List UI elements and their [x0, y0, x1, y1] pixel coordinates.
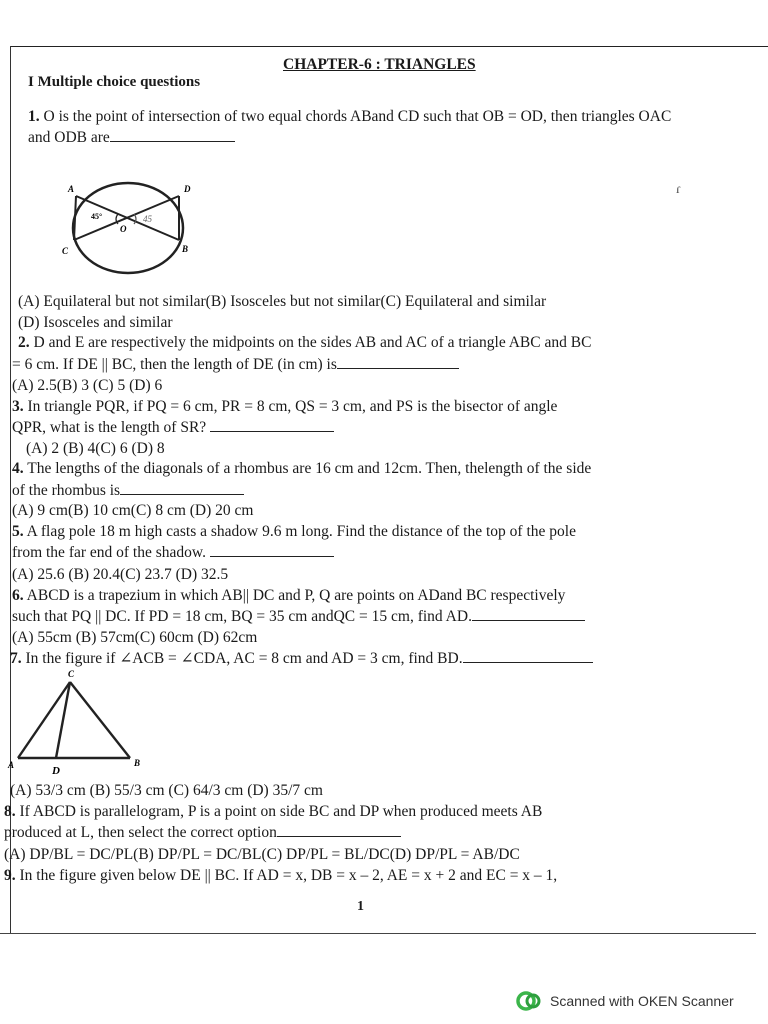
- answer-blank: [120, 482, 244, 495]
- question-3-line-1: [12, 398, 557, 416]
- circle-chords-figure: [58, 178, 203, 278]
- answer-blank: [210, 544, 334, 557]
- question-2-text-2: = 6 cm. If DE || BC, then the length of DE (in cm) is: [12, 356, 337, 373]
- angle-label-45: 45°: [91, 212, 103, 221]
- question-3-number: 3.: [12, 398, 24, 415]
- question-9-number: 9.: [4, 867, 16, 884]
- page-number: 1: [357, 899, 364, 914]
- question-8-number: 8.: [4, 803, 16, 820]
- label-o: O: [120, 224, 127, 234]
- question-7-line-1: [10, 650, 593, 668]
- label-a: A: [8, 760, 15, 770]
- question-9-line-1: [4, 867, 557, 885]
- watermark-text: Scanned with OKEN Scanner: [550, 993, 734, 1009]
- question-3-line-2: [12, 419, 334, 437]
- question-2-options: (A) 2.5(B) 3 (C) 5 (D) 6: [12, 377, 163, 394]
- question-5-options: (A) 25.6 (B) 20.4(C) 23.7 (D) 32.5: [12, 566, 229, 583]
- question-4-line-2: [12, 482, 244, 500]
- question-8-options: (A) DP/BL = DC/PL(B) DP/PL = DC/BL(C) DP/PL = BL/DC(D) DP/PL = AB/DC: [4, 846, 520, 863]
- question-4-text: The lengths of the diagonals of a rhombus are 16 cm and 12cm. Then, thelength of the side: [27, 460, 592, 477]
- answer-blank: [277, 824, 401, 837]
- angle-label-handwritten: 45: [143, 214, 152, 224]
- question-4-number: 4.: [12, 460, 24, 477]
- side-cb: [70, 682, 130, 758]
- question-2-line-2: [12, 356, 459, 374]
- question-8-text-2: produced at L, then select the correct option: [4, 824, 277, 841]
- question-5-line-2: [12, 544, 334, 562]
- question-2-number: 2.: [18, 334, 30, 351]
- triangle-figure: [4, 668, 174, 780]
- question-6-text: ABCD is a trapezium in which AB|| DC and P, Q are points on ADand BC respectively: [26, 587, 566, 604]
- question-1-line-2: [28, 129, 235, 147]
- answer-blank: [210, 419, 334, 432]
- circle-outline: [73, 183, 183, 273]
- question-3-text-2: QPR, what is the length of SR?: [12, 419, 207, 436]
- answer-blank: [337, 356, 459, 369]
- question-5-number: 5.: [12, 523, 24, 540]
- label-c: C: [68, 669, 75, 679]
- question-3-text: In triangle PQR, if PQ = 6 cm, PR = 8 cm, QS = 3 cm, and PS is the bisector of angle: [27, 398, 558, 415]
- question-4-text-2: of the rhombus is: [12, 482, 121, 499]
- label-a: A: [68, 184, 75, 194]
- question-6-options: (A) 55cm (B) 57cm(C) 60cm (D) 62cm: [12, 629, 258, 646]
- question-1-line-1: [28, 108, 671, 126]
- page-border-bottom: [0, 933, 756, 934]
- question-8-line-2: [4, 824, 401, 842]
- stray-pen-mark: ɾ: [676, 182, 681, 197]
- question-5-text: A flag pole 18 m high casts a shadow 9.6 m long. Find the distance of the top of the pole: [26, 523, 576, 540]
- label-d: D: [184, 184, 191, 194]
- question-1-text: O is the point of intersection of two equal chords ABand CD such that OB = OD, then triangles OAC: [43, 108, 672, 125]
- answer-blank: [463, 650, 593, 663]
- oken-scanner-logo-icon: [516, 990, 542, 1012]
- question-7-number: 7.: [10, 650, 22, 667]
- question-2-line-1: [18, 334, 591, 352]
- segment-ac: [74, 196, 76, 240]
- question-4-options: (A) 9 cm(B) 10 cm(C) 8 cm (D) 20 cm: [12, 502, 254, 519]
- label-c: C: [62, 246, 69, 256]
- section-heading: I Multiple choice questions: [28, 74, 201, 90]
- answer-blank: [472, 608, 585, 621]
- question-1-number: 1.: [28, 108, 40, 125]
- page-border-left: [10, 46, 11, 934]
- question-6-number: 6.: [12, 587, 24, 604]
- question-4-line-1: [12, 460, 591, 478]
- question-7-options: (A) 53/3 cm (B) 55/3 cm (C) 64/3 cm (D) 35/7 cm: [10, 782, 323, 799]
- question-7-text: In the figure if ∠ACB = ∠CDA, AC = 8 cm and AD = 3 cm, find BD.: [25, 650, 463, 667]
- question-5-text-2: from the far end of the shadow.: [12, 544, 206, 561]
- question-1-options-line-2: (D) Isosceles and similar: [18, 314, 173, 331]
- answer-blank: [110, 129, 235, 142]
- page-title: CHAPTER-6 : TRIANGLES: [283, 56, 476, 73]
- label-d: D: [52, 765, 60, 777]
- question-6-line-2: [12, 608, 585, 626]
- question-6-line-1: [12, 587, 565, 605]
- label-b: B: [182, 244, 189, 254]
- question-1-text-2: and ODB are: [28, 129, 110, 146]
- question-2-text: D and E are respectively the midpoints on the sides AB and AC of a triangle ABC and BC: [33, 334, 592, 351]
- scanner-watermark: [516, 990, 734, 1012]
- question-9-text: In the figure given below DE || BC. If AD = x, DB = x – 2, AE = x + 2 and EC = x – 1,: [19, 867, 558, 884]
- label-b: B: [134, 758, 141, 768]
- question-1-options-line-1: (A) Equilateral but not similar(B) Isosceles but not similar(C) Equilateral and similar: [18, 293, 547, 310]
- question-6-text-2: such that PQ || DC. If PD = 18 cm, BQ = 35 cm andQC = 15 cm, find AD.: [12, 608, 472, 625]
- page-border-top: [10, 46, 768, 47]
- question-8-line-1: [4, 803, 542, 821]
- question-3-options: (A) 2 (B) 4(C) 6 (D) 8: [26, 440, 165, 457]
- question-5-line-1: [12, 523, 576, 541]
- question-8-text: If ABCD is parallelogram, P is a point on side BC and DP when produced meets AB: [19, 803, 543, 820]
